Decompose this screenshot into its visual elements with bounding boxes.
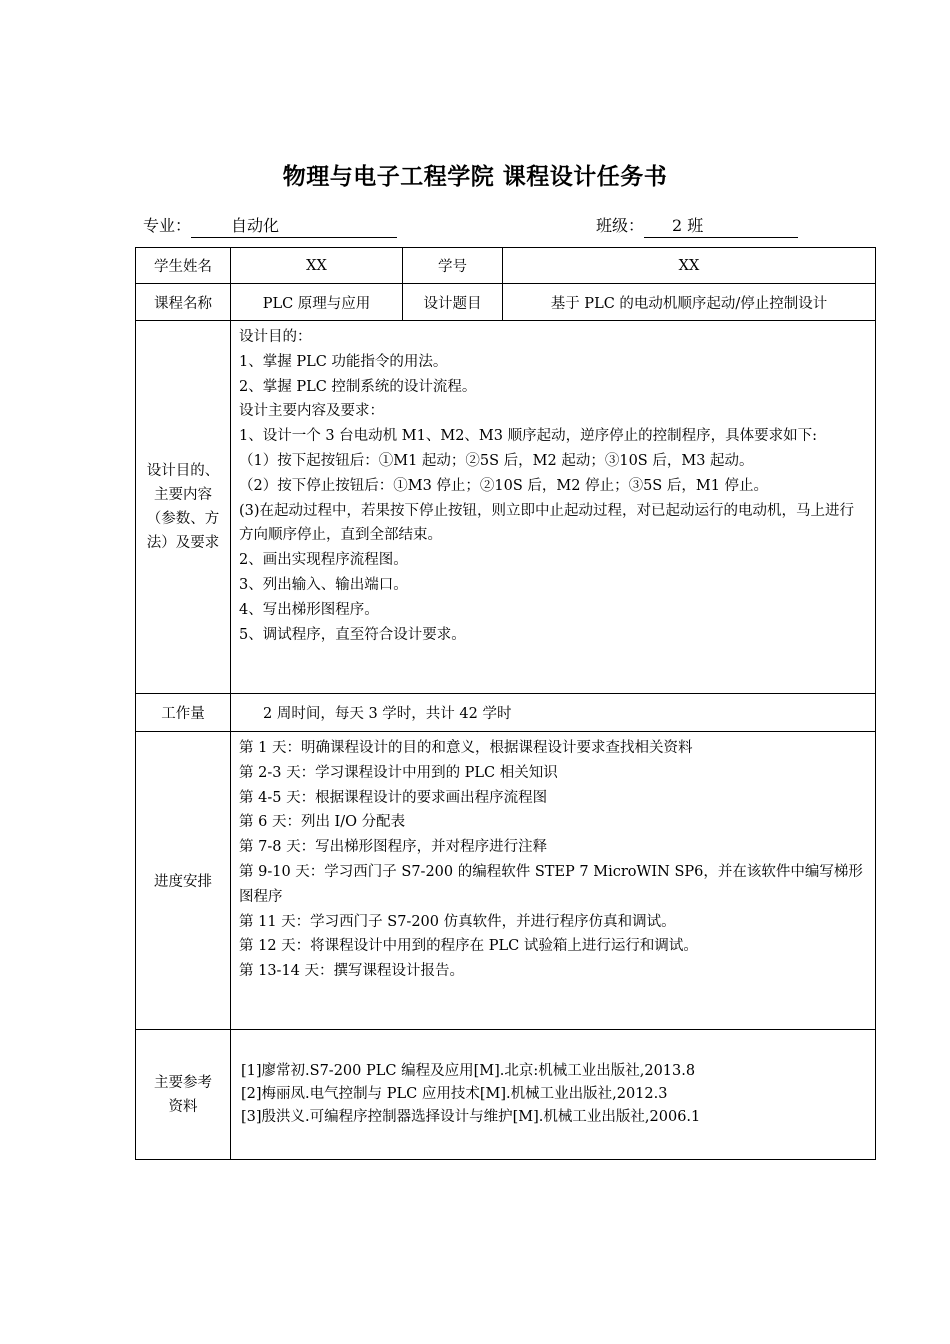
schedule-line: 第 7-8 天：写出梯形图程序，并对程序进行注释 xyxy=(239,839,548,856)
student-name-value: XX xyxy=(231,248,403,284)
task-table xyxy=(135,247,876,1160)
course-name-label: 课程名称 xyxy=(136,284,231,321)
course-name-value: PLC 原理与应用 xyxy=(231,284,403,321)
student-id-value: XX xyxy=(503,248,876,284)
class-label: 班级： xyxy=(596,216,645,235)
table-row xyxy=(136,284,876,321)
reference-item: [3]殷洪义.可编程序控制器选择设计与维护[M].机械工业出版社,2006.1 xyxy=(241,1109,701,1125)
schedule-line: 第 1 天：明确课程设计的目的和意义，根据课程设计要求查找相关资料 xyxy=(239,740,693,756)
design-topic-label: 设计题目 xyxy=(403,284,503,321)
reference-item: [1]廖常初.S7-200 PLC 编程及应用[M].北京:机械工业出版社,2013.8 xyxy=(241,1063,696,1079)
schedule-line: 第 11 天：学习西门子 S7-200 仿真软件，并进行程序仿真和调试。 xyxy=(239,913,676,930)
schedule-line: 第 6 天：列出 I/O 分配表 xyxy=(239,814,406,831)
schedule-line: 第 13-14 天：撰写课程设计报告。 xyxy=(239,963,465,980)
references-label: 主要参考资料 xyxy=(136,1030,231,1160)
purpose-label: 设计目的、主要内容（参数、方法）及要求 xyxy=(136,321,231,694)
purpose-line: （1）按下起按钮后：①M1 起动；②5S 后，M2 起动；③10S 后，M3 起动。 xyxy=(239,452,754,469)
purpose-line: 设计目的： xyxy=(239,329,312,345)
major-field xyxy=(143,213,397,238)
table-row xyxy=(136,1030,876,1160)
class-field xyxy=(596,213,798,238)
major-label: 专业： xyxy=(143,216,192,235)
references-content xyxy=(231,1030,876,1160)
purpose-line: （2）按下停止按钮后：①M3 停止；②10S 后，M2 停止；③5S 后，M1 停止。 xyxy=(239,477,769,494)
reference-item: [2]梅丽凤.电气控制与 PLC 应用技术[M].机械工业出版社,2012.3 xyxy=(241,1086,668,1102)
schedule-line: 第 12 天：将课程设计中用到的程序在 PLC 试验箱上进行运行和调试。 xyxy=(239,938,698,955)
purpose-line: 5、调试程序，直至符合设计要求。 xyxy=(239,626,466,643)
table-row xyxy=(136,732,876,1030)
table-row xyxy=(136,694,876,732)
table-row xyxy=(136,248,876,284)
purpose-line: 2、掌握 PLC 控制系统的设计流程。 xyxy=(239,378,477,395)
schedule-label: 进度安排 xyxy=(136,732,231,1030)
schedule-line: 第 9-10 天：学习西门子 S7-200 的编程软件 STEP 7 MicroWIN SP6，并在该软件中编写梯形图程序 xyxy=(239,863,863,905)
student-name-label: 学生姓名 xyxy=(136,248,231,284)
purpose-line: 3、列出输入、输出端口。 xyxy=(239,576,408,593)
schedule-line: 第 2-3 天：学习课程设计中用到的 PLC 相关知识 xyxy=(239,764,558,781)
document-title: 物理与电子工程学院 课程设计任务书 xyxy=(282,164,668,190)
purpose-line: 4、写出梯形图程序。 xyxy=(239,601,379,618)
workload-value: 2 周时间，每天 3 学时，共计 42 学时 xyxy=(231,694,876,732)
purpose-line: 2、画出实现程序流程图。 xyxy=(239,552,408,569)
class-value: 2 班 xyxy=(644,213,798,238)
table-row xyxy=(136,321,876,694)
purpose-content xyxy=(231,321,876,694)
purpose-line: 设计主要内容及要求： xyxy=(239,403,384,420)
purpose-line: 1、设计一个 3 台电动机 M1、M2、M3 顺序起动，逆序停止的控制程序，具体要求如下: xyxy=(239,428,817,445)
purpose-line: (3)在起动过程中，若果按下停止按钮，则立即中止起动过程，对已起动运行的电动机，马上进行方向顺序停止，直到全部结束。 xyxy=(239,502,855,544)
workload-label: 工作量 xyxy=(136,694,231,732)
schedule-line: 第 4-5 天：根据课程设计的要求画出程序流程图 xyxy=(239,789,548,806)
schedule-content xyxy=(231,732,876,1030)
student-id-label: 学号 xyxy=(403,248,503,284)
purpose-line: 1、掌握 PLC 功能指令的用法。 xyxy=(239,353,448,370)
major-value: 自动化 xyxy=(191,213,397,238)
design-topic-value: 基于 PLC 的电动机顺序起动/停止控制设计 xyxy=(503,284,876,321)
